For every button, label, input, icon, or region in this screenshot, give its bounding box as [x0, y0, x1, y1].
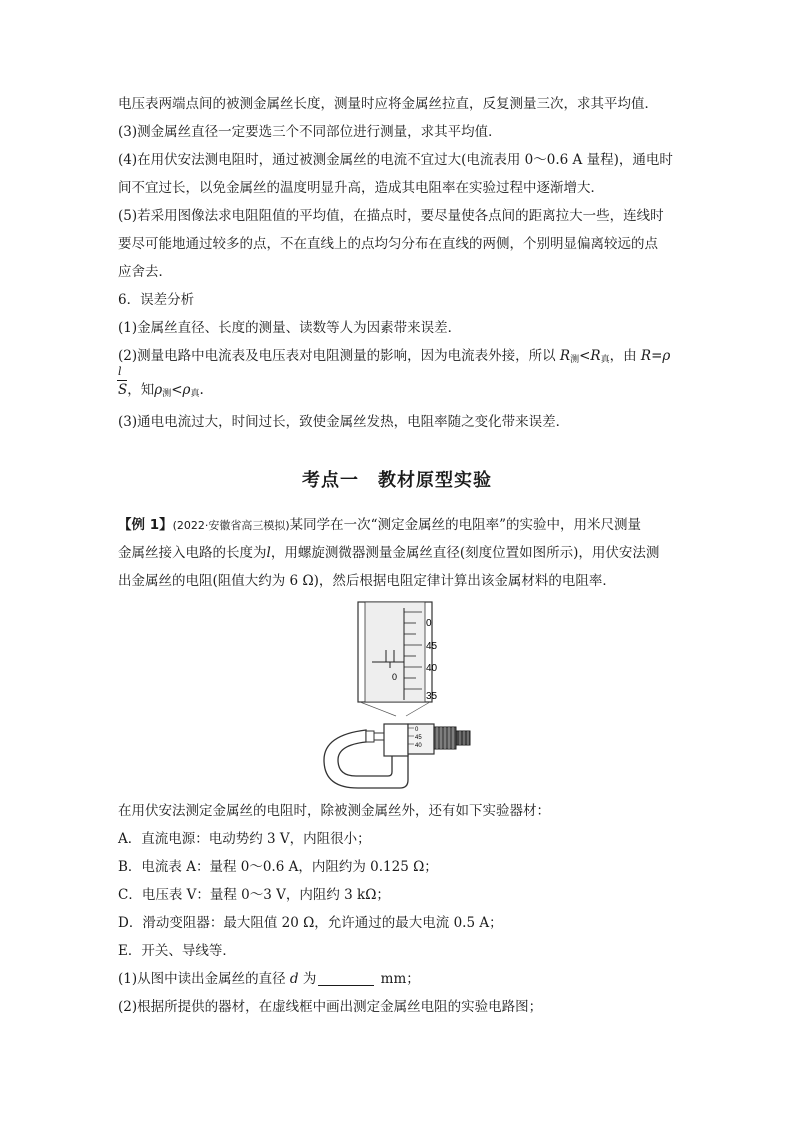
symbol-R: R — [590, 348, 601, 364]
symbol-lt: < — [579, 348, 591, 364]
option-D: D．滑动变阻器：最大阻值 20 Ω，允许通过的最大电流 0.5 A； — [118, 915, 503, 931]
scale-label: 0 — [426, 618, 432, 629]
option-C: C．电压表 V：量程 0～3 V，内阻约 3 kΩ； — [118, 887, 390, 903]
symbol-d: d — [289, 971, 299, 987]
magnify-line — [406, 702, 430, 716]
text-run: 金属丝接入电路的长度为 — [118, 545, 267, 561]
scale-label: 35 — [426, 691, 438, 702]
text-run: (2)测量电路中电流表及电压表对电阻测量的影响，因为电流表外接，所以 — [118, 348, 560, 364]
text-run: . — [199, 382, 204, 398]
question-1 — [118, 969, 698, 989]
text-line: (5)若采用图像法求电阻阻值的平均值，在描点时，要尽量使各点间的距离拉大一些，连线时 — [118, 208, 664, 224]
option-B: B．电流表 A：量程 0～0.6 A，内阻约为 0.125 Ω； — [118, 859, 438, 875]
symbol-eq: = — [651, 348, 663, 364]
symbol-R: R — [559, 348, 571, 364]
scale-label: 45 — [426, 641, 438, 652]
magnify-line — [360, 702, 396, 716]
text-run: 为 — [298, 971, 317, 987]
subscript: 测 — [162, 389, 172, 399]
text-line: (4)在用伏安法测电阻时，通过被测金属丝的电流不宜过大(电流表用 0～0.6 A 量程)，通电时 — [118, 152, 673, 168]
question-2: (2)根据所提供的器材，在虚线框中画出测定金属丝电阻的实验电路图； — [118, 999, 543, 1015]
text-line — [118, 380, 698, 400]
symbol-rho: ρ — [182, 382, 191, 398]
symbol-rho: ρ — [662, 348, 671, 364]
scale-label: 40 — [426, 663, 438, 674]
text-line: 电压表两端点间的被测金属丝长度，测量时应将金属丝拉直，反复测量三次，求其平均值． — [118, 96, 658, 112]
text-line: (3)通电电流过大，时间过长，致使金属丝发热，电阻率随之变化带来误差． — [118, 414, 570, 430]
text-line: 应舍去． — [118, 264, 172, 280]
subscript: 真 — [600, 355, 610, 365]
text-line: 间不宜过长，以免金属丝的温度明显升高，造成其电阻率在实验过程中逐渐增大． — [118, 180, 604, 196]
sleeve — [384, 724, 408, 756]
main-scale-zero: 0 — [392, 672, 398, 682]
answer-blank[interactable] — [318, 971, 374, 986]
anvil — [366, 731, 374, 742]
micrometer-figure — [316, 600, 476, 792]
text-run: ，由 — [609, 348, 641, 364]
text-line: 要尽可能地通过较多的点，不在直线上的点均匀分布在直线的两侧，个别明显偏离较远的点 — [118, 236, 658, 252]
spindle — [374, 733, 384, 740]
barrel-label: 45 — [415, 735, 422, 741]
example-tag: 【例 1】 — [118, 517, 173, 533]
example-line: 出金属丝的电阻(阻值大约为 6 Ω)，然后根据电阻定律计算出该金属材料的电阻率． — [118, 573, 616, 589]
text-line: 在用伏安法测定金属丝的电阻时，除被测金属丝外，还有如下实验器材： — [118, 803, 550, 819]
example-line — [118, 515, 698, 535]
text-line — [118, 346, 698, 366]
text-run: mm； — [376, 971, 420, 987]
symbol-l: l — [266, 545, 271, 561]
example-line — [118, 543, 698, 563]
subscript: 测 — [570, 355, 580, 365]
option-E: E．开关、导线等． — [118, 943, 236, 959]
fraction-numerator: l — [118, 365, 122, 378]
example-source: (2022·安徽省高三模拟) — [172, 519, 290, 532]
symbol-rho: ρ — [154, 382, 163, 398]
barrel-label: 40 — [415, 743, 422, 749]
symbol-R: R — [640, 348, 652, 364]
subscript: 真 — [190, 389, 200, 399]
section-heading-error-analysis: 6．误差分析 — [118, 292, 195, 308]
thimble-magnified — [365, 602, 425, 702]
option-A: A．直流电源：电动势约 3 V，内阻很小； — [118, 831, 371, 847]
text-line: (1)金属丝直径、长度的测量、读数等人为因素带来误差． — [118, 320, 462, 336]
text-run: ，知 — [127, 382, 155, 398]
text-line: (3)测金属丝直径一定要选三个不同部位进行测量，求其平均值． — [118, 124, 502, 140]
symbol-lt: < — [171, 382, 183, 398]
section-title: 考点一 教材原型实验 — [302, 470, 492, 491]
text-run: (1)从图中读出金属丝的直径 — [118, 971, 290, 987]
text-run: ，用螺旋测微器测量金属丝直径(刻度位置如图所示)，用伏安法测 — [270, 545, 660, 561]
fraction-denominator: S — [118, 382, 128, 398]
text-run: 某同学在一次“测定金属丝的电阻率”的实验中，用米尺测量 — [289, 517, 641, 533]
barrel-label: 0 — [415, 727, 419, 733]
